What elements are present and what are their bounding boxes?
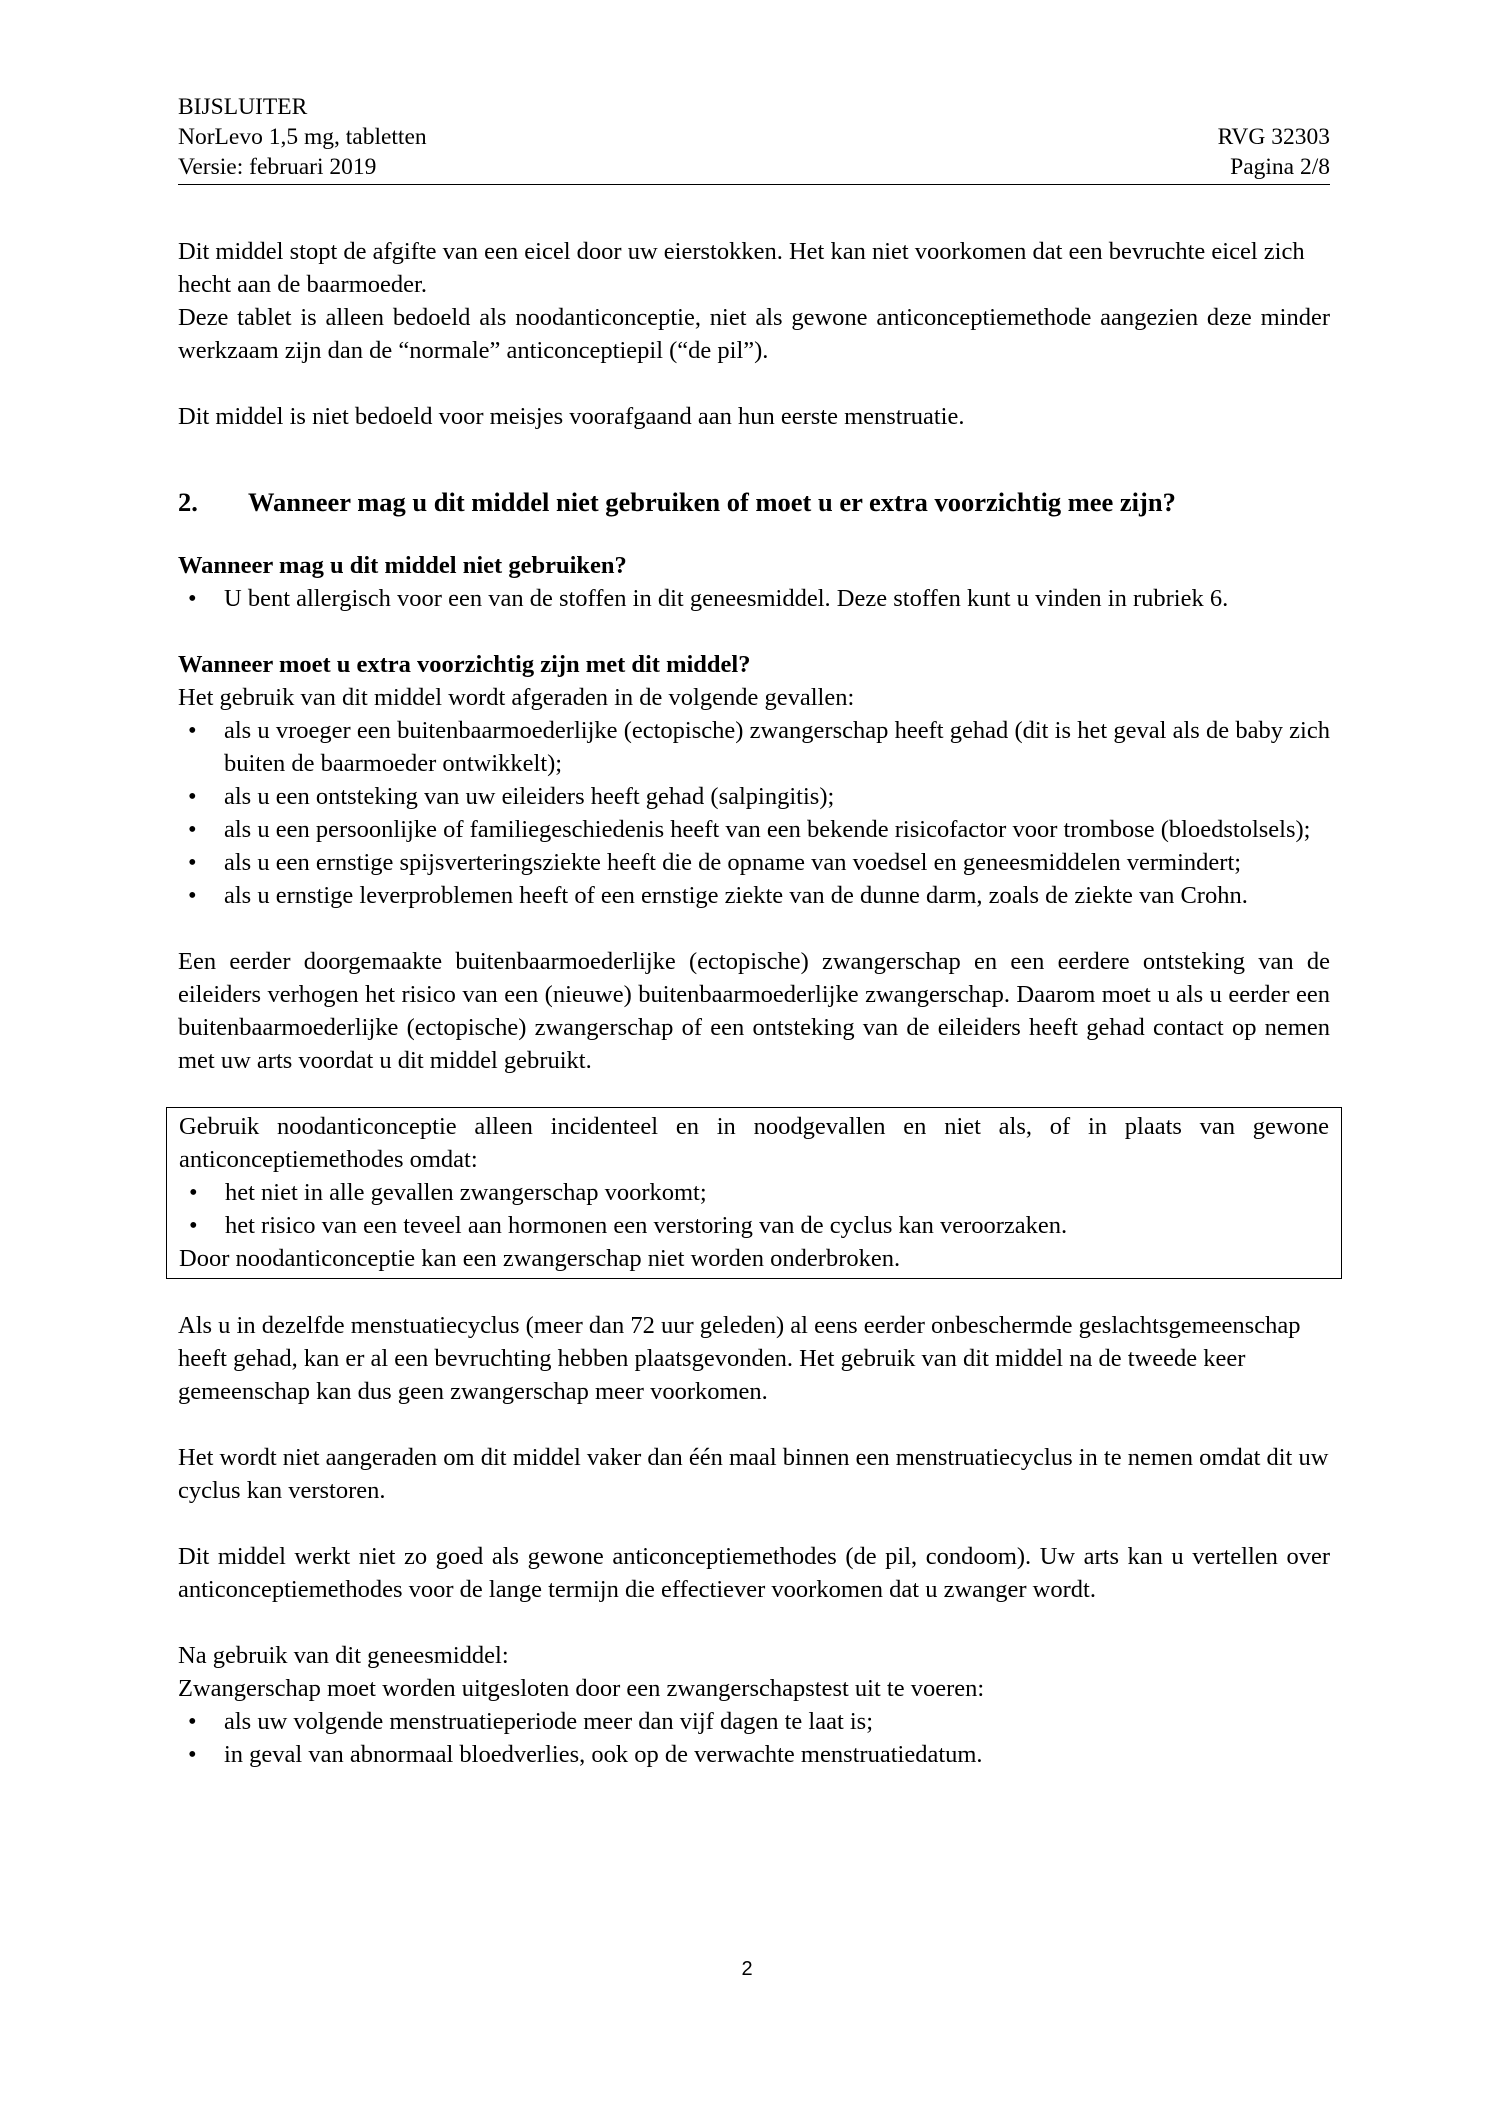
intro-paragraph-3: Dit middel is niet bedoeld voor meisjes voorafgaand aan hun eerste menstruatie. [178, 403, 965, 430]
bullet-icon: • [188, 1741, 197, 1768]
bullet-icon: • [188, 849, 197, 876]
header-page-indicator: Pagina 2/8 [1230, 154, 1330, 180]
bullet-icon: • [189, 1212, 198, 1239]
not-use-list [178, 582, 1330, 615]
header-product-name: NorLevo 1,5 mg, tabletten [178, 124, 427, 150]
after-use-intro: Zwangerschap moet worden uitgesloten door een zwangerschapstest uit te voeren: [178, 1675, 985, 1702]
caution-intro: Het gebruik van dit middel wordt afgeraden in de volgende gevallen: [178, 684, 855, 711]
list-item: • in geval van abnormaal bloedverlies, ook op de verwachte menstruatiedatum. [178, 1738, 1330, 1771]
section-number: 2. [178, 487, 198, 517]
page-number: 2 [741, 1958, 753, 1980]
intro-paragraph-1: Dit middel stopt de afgifte van een eicel door uw eierstokken. Het kan niet voorkomen dat een bevruchte eicel zich hecht aan de baarmoeder. [178, 238, 1305, 298]
header-registration-number: RVG 32303 [1217, 124, 1330, 150]
bullet-icon: • [188, 816, 197, 843]
warning-box-intro: Gebruik noodanticonceptie alleen incidenteel en in noodgevallen en niet als, of in plaats van gewone anticonceptiemethodes omdat: [179, 1113, 1329, 1173]
bullet-icon: • [188, 1708, 197, 1735]
warning-box [166, 1107, 1342, 1279]
list-item: • als uw volgende menstruatieperiode meer dan vijf dagen te laat is; [178, 1705, 1330, 1738]
effectiveness-paragraph: Dit middel werkt niet zo goed als gewone anticonceptiemethodes (de pil, condoom). Uw arts kan u vertellen over anticonceptiemethodes voor de lange termijn die effectiever voorkomen dat u zwanger wordt. [178, 1543, 1330, 1603]
list-item: • het niet in alle gevallen zwangerschap voorkomt; [179, 1176, 1329, 1209]
cycle-paragraph: Als u in dezelfde menstuatiecyclus (meer dan 72 uur geleden) al eens eerder onbeschermde geslachtsgemeenschap heeft gehad, kan er al een bevruchting hebben plaatsgevonden. Het gebruik van dit middel na de tweede keer gemeenschap kan dus geen zwangerschap meer voorkomen. [178, 1312, 1301, 1405]
bullet-icon: • [189, 1179, 198, 1206]
warning-box-outro: Door noodanticonceptie kan een zwangerschap niet worden onderbroken. [179, 1245, 901, 1272]
not-use-heading: Wanneer mag u dit middel niet gebruiken? [178, 552, 627, 579]
caution-heading: Wanneer moet u extra voorzichtig zijn met dit middel? [178, 651, 751, 678]
document-body [178, 235, 1330, 1771]
list-item: • als u vroeger een buitenbaarmoederlijke (ectopische) zwangerschap heeft gehad (dit is het geval als de baby zich buiten de baarmoeder ontwikkelt); [178, 714, 1330, 780]
list-item: • als u een persoonlijke of familiegeschiedenis heeft van een bekende risicofactor voor trombose (bloedstolsels); [178, 813, 1330, 846]
after-use-heading: Na gebruik van dit geneesmiddel: [178, 1642, 509, 1669]
list-item: • het risico van een teveel aan hormonen een verstoring van de cyclus kan veroorzaken. [179, 1209, 1329, 1242]
list-item: • als u een ontsteking van uw eileiders heeft gehad (salpingitis); [178, 780, 1330, 813]
bullet-icon: • [188, 882, 197, 909]
header-doc-type: BIJSLUITER [178, 94, 308, 120]
warning-box-list [179, 1176, 1329, 1242]
header-version: Versie: februari 2019 [178, 154, 377, 180]
list-item: • U bent allergisch voor een van de stoffen in dit geneesmiddel. Deze stoffen kunt u vinden in rubriek 6. [178, 582, 1330, 615]
bullet-icon: • [188, 783, 197, 810]
frequency-paragraph: Het wordt niet aangeraden om dit middel vaker dan één maal binnen een menstruatiecyclus in te nemen omdat dit uw cyclus kan verstoren. [178, 1444, 1329, 1504]
document-header [178, 92, 1330, 185]
section-heading [178, 485, 1330, 519]
section-title: Wanneer mag u dit middel niet gebruiken of moet u er extra voorzichtig mee zijn? [248, 487, 1176, 517]
bullet-icon: • [188, 585, 197, 612]
document-page [178, 92, 1330, 1771]
bullet-icon: • [188, 717, 197, 744]
after-use-list [178, 1705, 1330, 1771]
intro-paragraph-2: Deze tablet is alleen bedoeld als noodanticonceptie, niet als gewone anticonceptiemethode aangezien deze minder werkzaam zijn dan de “normale” anticonceptiepil (“de pil”). [178, 304, 1330, 364]
caution-list [178, 714, 1330, 912]
list-item: • als u ernstige leverproblemen heeft of een ernstige ziekte van de dunne darm, zoals de ziekte van Crohn. [178, 879, 1330, 912]
ectopic-paragraph: Een eerder doorgemaakte buitenbaarmoederlijke (ectopische) zwangerschap en een eerdere ontsteking van de eileiders verhogen het risico van een (nieuwe) buitenbaarmoederlijke zwangerschap. Daarom moet u als u eerder een buitenbaarmoederlijke (ectopische) zwangerschap of een ontsteking van de eileiders heeft gehad contact op nemen met uw arts voordat u dit middel gebruikt. [178, 948, 1330, 1074]
list-item: • als u een ernstige spijsverteringsziekte heeft die de opname van voedsel en geneesmiddelen vermindert; [178, 846, 1330, 879]
